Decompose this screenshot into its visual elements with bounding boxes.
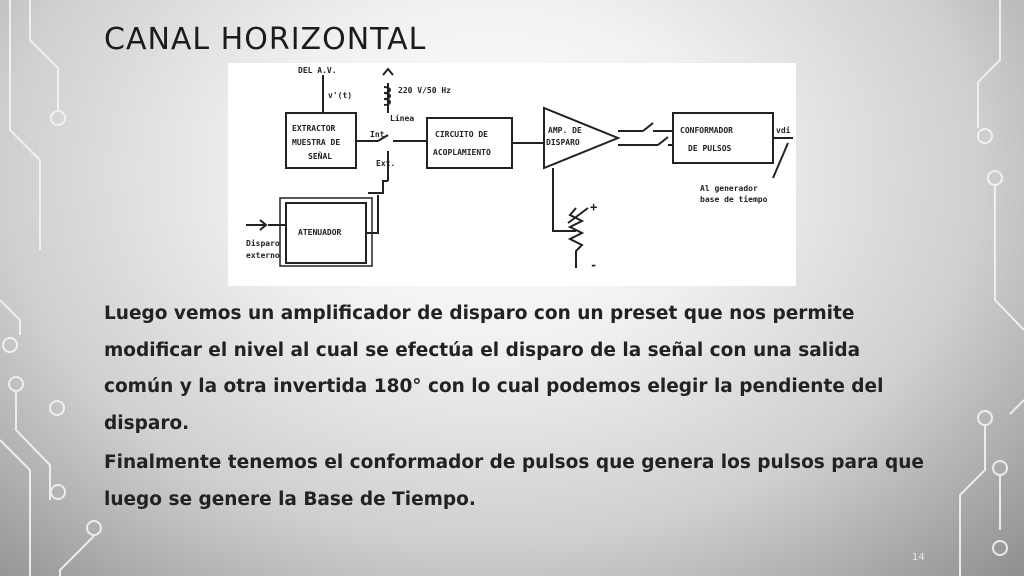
diagram-label-supply: 220 V/50 Hz: [398, 86, 451, 95]
amp-text-2: DISPARO: [546, 138, 580, 147]
timebase-text-2: base de tiempo: [700, 195, 768, 204]
block-diagram-image: [228, 63, 796, 286]
slide-body: [104, 296, 934, 521]
diagram-label-output: vdi: [776, 126, 791, 135]
paragraph-trigger-amplifier: Luego vemos un amplificador de disparo con un preset que nos permite modificar el nivel al cual se efectúa el disparo de la señal con una salida común y la otra invertida 180° con lo cual podemos elegir la pendiente del disparo.: [104, 303, 884, 434]
timebase-text-1: Al generador: [700, 184, 758, 193]
slide-title: CANAL HORIZONTAL: [104, 22, 427, 57]
diagram-label-int: Int.: [370, 130, 390, 139]
extractor-text-1: EXTRACTOR: [292, 124, 336, 133]
paragraph-pulse-shaper: Finalmente tenemos el conformador de pulsos que genera los pulsos para que luego se genere la Base de Tiempo.: [104, 452, 924, 510]
coupling-block: [427, 118, 512, 168]
extractor-text-3: SEÑAL: [308, 152, 333, 161]
pulse-shaper-block: [673, 113, 773, 163]
extractor-text-2: MUESTRA DE: [292, 138, 341, 147]
amp-text-1: AMP. DE: [548, 126, 582, 135]
page-number: 14: [912, 552, 925, 563]
diagram-label-ext: Ext.: [376, 159, 396, 168]
shaper-text-2: DE PULSOS: [688, 144, 732, 153]
diagram-label-top: DEL A.V.: [298, 66, 337, 75]
ext-input-text-1: Disparo: [246, 239, 280, 248]
ext-input-text-2: externo: [246, 251, 280, 260]
coupling-text-1: CIRCUITO DE: [435, 130, 488, 139]
shaper-text-1: CONFORMADOR: [680, 126, 733, 135]
preset-plus: +: [590, 200, 598, 214]
coupling-text-2: ACOPLAMIENTO: [433, 148, 491, 157]
diagram-label-signal: v'(t): [328, 91, 353, 100]
preset-minus: -: [590, 258, 598, 272]
diagram-label-line: Línea: [390, 114, 415, 123]
attenuator-text: ATENUADOR: [298, 228, 342, 237]
